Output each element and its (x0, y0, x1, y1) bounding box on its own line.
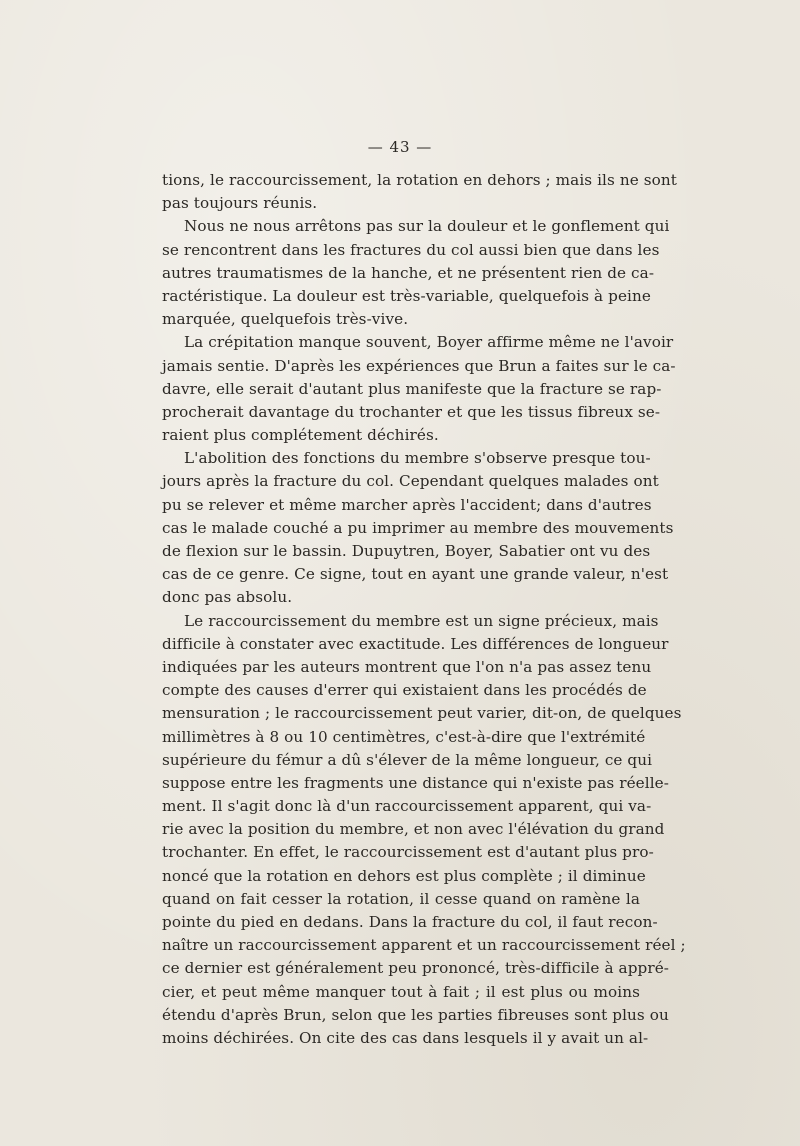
text-line: quand on fait cesser la rotation, il cesse quand on ramène la (162, 889, 640, 908)
text-line: suppose entre les fragments une distance qui n'existe pas réelle- (162, 773, 669, 792)
text-line: de flexion sur le bassin. Dupuytren, Boyer, Sabatier ont vu des (162, 542, 651, 560)
text-line: noncé que la rotation en dehors est plus complète ; il diminue (162, 866, 646, 885)
text-line: étendu d'après Brun, selon que les parties fibreuses sont plus ou (162, 1005, 669, 1024)
text-line: autres traumatismes de la hanche, et ne présentent rien de ca- (162, 263, 655, 282)
text-line: supérieure du fémur a dû s'élever de la même longueur, ce qui (162, 750, 653, 769)
text-line: jamais sentie. D'après les expériences que Brun a faites sur le ca- (162, 356, 676, 375)
text-line: difficile à constater avec exactitude. Les différences de longueur (162, 634, 669, 653)
text-line: jours après la fracture du col. Cependant quelques malades ont (162, 472, 659, 491)
text-line: indiquées par les auteurs montrent que l'on n'a pas assez tenu (162, 657, 652, 676)
text-line: se rencontrent dans les fractures du col aussi bien que dans les (162, 240, 660, 259)
text-line: pas toujours réunis. (162, 194, 318, 213)
text-line: naître un raccourcissement apparent et un raccourcissement réel ; (162, 936, 686, 955)
text-line: donc pas absolu. (162, 588, 293, 607)
text-line: moins déchirées. On cite des cas dans lesquels il y avait un al- (162, 1028, 649, 1047)
text-line: cas de ce genre. Ce signe, tout en ayant une grande valeur, n'est (162, 565, 669, 584)
text-line: ce dernier est généralement peu prononcé, très-difficile à appré- (162, 959, 670, 978)
text-line: davre, elle serait d'autant plus manifeste que la fracture se rap- (162, 379, 662, 398)
text-line: cas le malade couché a pu imprimer au membre des mouvements (162, 518, 674, 537)
text-line: raient plus complétement déchirés. (162, 426, 439, 445)
text-line: pu se relever et même marcher après l'accident; dans d'autres (162, 495, 652, 514)
text-line: mensuration ; le raccourcissement peut varier, dit-on, de quelques (162, 704, 682, 723)
text-line: procherait davantage du trochanter et que les tissus fibreux se- (162, 402, 661, 421)
text-line: millimètres à 8 ou 10 centimètres, c'est-à-dire que l'extrémité (162, 727, 646, 746)
text-line: marquée, quelquefois très-vive. (162, 310, 409, 329)
text-line: ment. Il s'agit donc là d'un raccourcissement apparent, qui va- (162, 797, 652, 816)
text-line: pointe du pied en dedans. Dans la fracture du col, il faut recon- (162, 913, 658, 931)
body-text (162, 169, 686, 1050)
page-number: — 43 — (367, 138, 433, 156)
text-line: L'abolition des fonctions du membre s'observe presque tou- (184, 449, 651, 468)
text-line: rie avec la position du membre, et non avec l'élévation du grand (162, 820, 665, 839)
text-line: cier, et peut même manquer tout à fait ; il est plus ou moins (162, 982, 640, 1001)
text-line: La crépitation manque souvent, Boyer affirme même ne l'avoir (184, 333, 674, 352)
text-line: compte des causes d'errer qui existaient dans les procédés de (162, 681, 647, 700)
text-line: ractéristique. La douleur est très-variable, quelquefois à peine (162, 286, 651, 305)
text-line: Le raccourcissement du membre est un signe précieux, mais (184, 611, 659, 630)
text-line: trochanter. En effet, le raccourcissement est d'autant plus pro- (162, 843, 654, 862)
text-line: tions, le raccourcissement, la rotation en dehors ; mais ils ne sont (162, 171, 677, 189)
text-line: Nous ne nous arrêtons pas sur la douleur et le gonflement qui (184, 217, 670, 236)
